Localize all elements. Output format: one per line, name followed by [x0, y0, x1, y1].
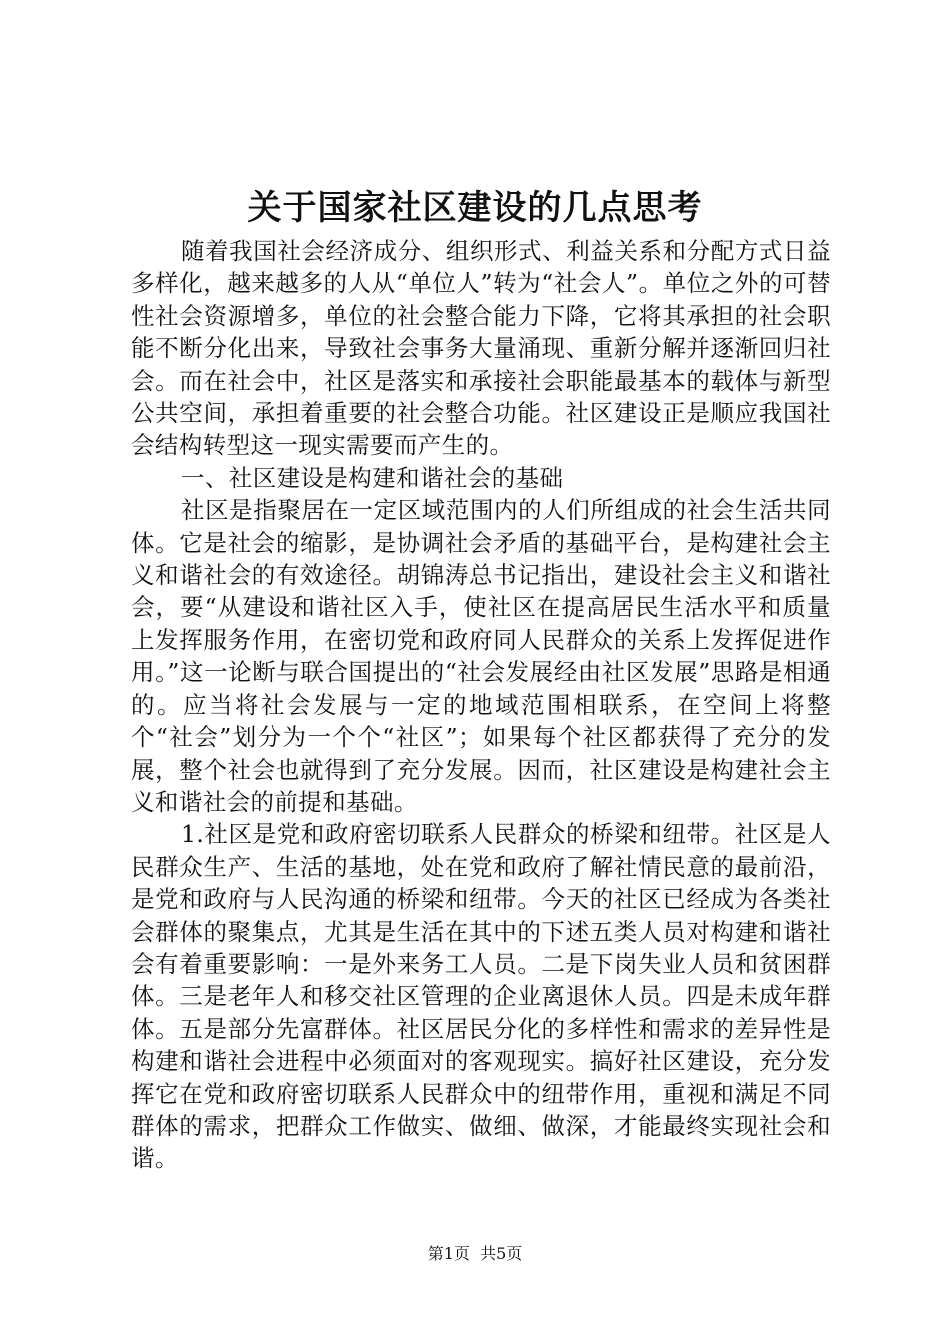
page-total: 共5页	[480, 1244, 523, 1263]
section-paragraph: 社区是指聚居在一定区域范围内的人们所组成的社会生活共同体。它是社会的缩影，是协调社会矛盾的基础平台，是构建社会主义和谐社会的有效途径。胡锦涛总书记指出，建设社会主义和谐社会，要“从建设和谐社区入手，使社区在提高居民生活水平和质量上发挥服务作用，在密切党和政府同人民群众的关系上发挥促进作用。”这一论断与联合国提出的“社会发展经由社区发展”思路是相通的。应当将社会发展与一定的地域范围相联系，在空间上将整个“社会”划分为一个个“社区”；如果每个社区都获得了充分的发展，整个社会也就得到了充分发展。因而，社区建设是构建社会主义和谐社会的前提和基础。	[131, 496, 831, 816]
footer-separator	[470, 1244, 480, 1263]
page-footer	[0, 1243, 950, 1265]
page-number: 第1页	[427, 1244, 470, 1263]
intro-paragraph: 随着我国社会经济成分、组织形式、利益关系和分配方式日益多样化，越来越多的人从“单位人”转为“社会人”。单位之外的可替性社会资源增多，单位的社会整合能力下降，它将其承担的社会职能不断分化出来，导致社会事务大量涌现、重新分解并逐渐回归社会。而在社会中，社区是落实和承接社会职能最基本的载体与新型公共空间，承担着重要的社会整合功能。社区建设正是顺应我国社会结构转型这一现实需要而产生的。	[131, 237, 831, 460]
document-body	[131, 235, 831, 1175]
section-heading: 一、社区建设是构建和谐社会的基础	[181, 463, 564, 492]
document-title: 关于国家社区建设的几点思考	[247, 188, 703, 228]
point-one-paragraph: 1.社区是党和政府密切联系人民群众的桥梁和纽带。社区是人民群众生产、生活的基地，处在党和政府了解社情民意的最前沿，是党和政府与人民沟通的桥梁和纽带。今天的社区已经成为各类社会群体的聚集点，尤其是生活在其中的下述五类人员对构建和谐社会有着重要影响：一是外来务工人员。二是下岗失业人员和贫困群体。三是老年人和移交社区管理的企业离退休人员。四是未成年群体。五是部分先富群体。社区居民分化的多样性和需求的差异性是构建和谐社会进程中必须面对的客观现实。搞好社区建设，充分发挥它在党和政府密切联系人民群众中的纽带作用，重视和满足不同群体的需求，把群众工作做实、做细、做深，才能最终实现社会和谐。	[131, 820, 831, 1173]
